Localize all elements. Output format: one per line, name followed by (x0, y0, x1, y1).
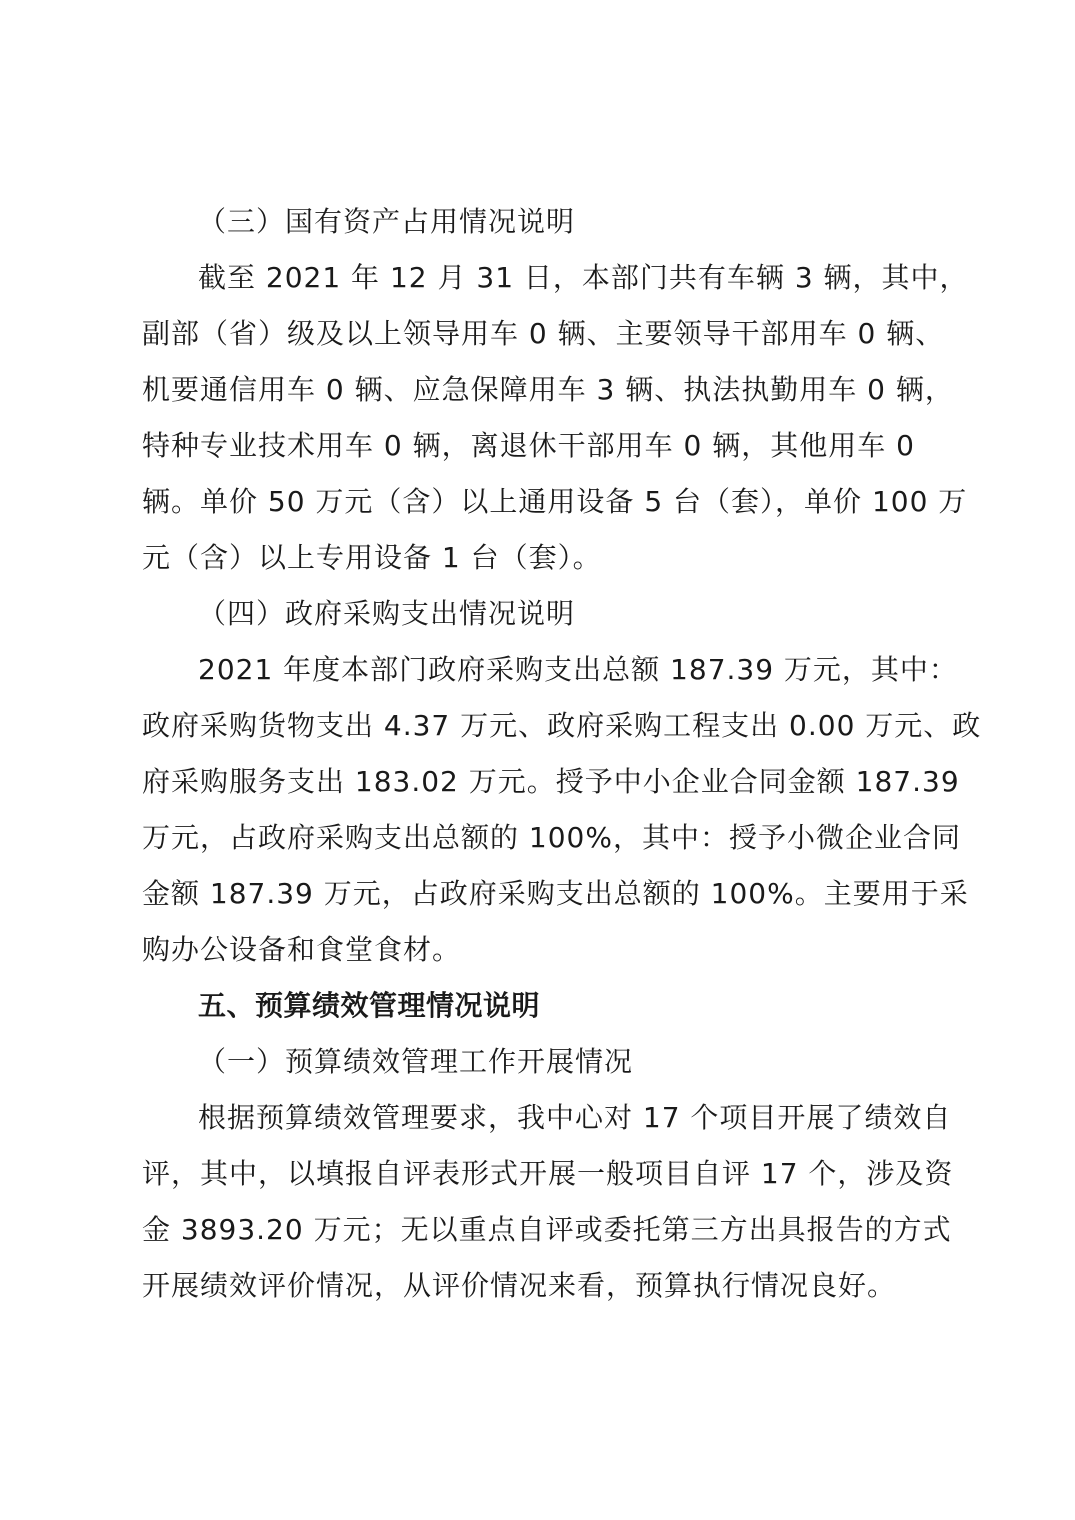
section-3-heading: （三）国有资产占用情况说明 (198, 205, 576, 238)
section-5-1-line: 开展绩效评价情况，从评价情况来看，预算执行情况良好。 (142, 1269, 897, 1302)
section-3-line: 特种专业技术用车 0 辆，离退休干部用车 0 辆，其他用车 0 (142, 429, 915, 462)
section-4-line: 政府采购货物支出 4.37 万元、政府采购工程支出 0.00 万元、政 (142, 709, 982, 742)
section-4-line: 2021 年度本部门政府采购支出总额 187.39 万元，其中： (198, 653, 958, 686)
section-4-line: 金额 187.39 万元，占政府采购支出总额的 100%。主要用于采 (142, 877, 969, 910)
section-3-line: 辆。单价 50 万元（含）以上通用设备 5 台（套），单价 100 万 (142, 485, 968, 518)
section-3-line: 元（含）以上专用设备 1 台（套）。 (142, 541, 602, 574)
section-4-line: 万元，占政府采购支出总额的 100%，其中：授予小微企业合同 (142, 821, 961, 854)
section-3-line: 截至 2021 年 12 月 31 日，本部门共有车辆 3 辆，其中， (198, 261, 969, 294)
part-5-heading: 五、预算绩效管理情况说明 (198, 989, 541, 1022)
section-3-line: 副部（省）级及以上领导用车 0 辆、主要领导干部用车 0 辆、 (142, 317, 945, 350)
section-5-1-line: 金 3893.20 万元；无以重点自评或委托第三方出具报告的方式 (142, 1213, 952, 1246)
section-4-line: 购办公设备和食堂食材。 (142, 933, 462, 966)
section-3-line: 机要通信用车 0 辆、应急保障用车 3 辆、执法执勤用车 0 辆， (142, 373, 954, 406)
section-5-1-line: 评，其中，以填报自评表形式开展一般项目自评 17 个，涉及资 (142, 1157, 954, 1190)
section-4-heading: （四）政府采购支出情况说明 (198, 597, 576, 630)
section-4-line: 府采购服务支出 183.02 万元。授予中小企业合同金额 187.39 (142, 765, 960, 798)
section-5-1-line: 根据预算绩效管理要求，我中心对 17 个项目开展了绩效自 (198, 1101, 952, 1134)
section-5-1-heading: （一）预算绩效管理工作开展情况 (198, 1045, 634, 1078)
